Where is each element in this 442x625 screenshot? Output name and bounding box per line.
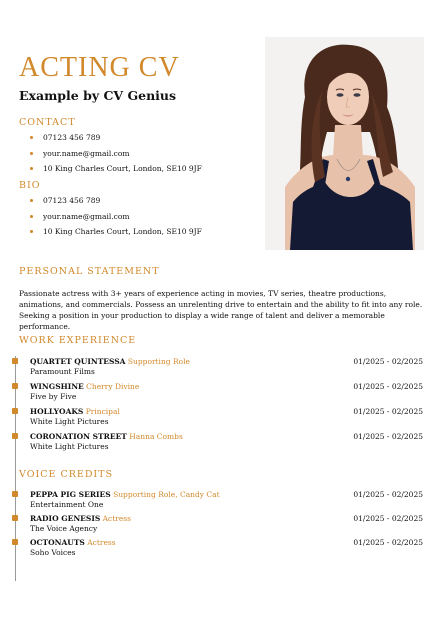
contact-list — [30, 133, 202, 180]
entry-company: White Light Pictures — [30, 442, 109, 451]
cv-title: ACTING CV — [19, 52, 180, 83]
entry-role: Supporting Role — [127, 357, 190, 366]
entry-company: The Voice Agency — [30, 524, 98, 533]
entry-dates: 01/2025 - 02/2025 — [353, 407, 423, 416]
entry-company: White Light Pictures — [30, 417, 109, 426]
voice-entry — [12, 514, 423, 534]
entry-title: RADIO GENESIS — [30, 514, 101, 523]
entry-title: HOLLYOAKS — [30, 407, 84, 416]
bio-email: your.name@gmail.com — [30, 212, 202, 228]
work-entry — [12, 382, 423, 402]
work-entry — [12, 407, 423, 427]
work-entry — [12, 357, 423, 377]
bio-heading: BIO — [19, 180, 41, 191]
work-entry — [12, 432, 423, 452]
contact-phone: 07123 456 789 — [30, 133, 202, 149]
entry-title: OCTONAUTS — [30, 538, 85, 547]
voice-entry — [12, 538, 423, 558]
statement-heading: PERSONAL STATEMENT — [19, 266, 160, 277]
entry-role: Supporting Role, Candy Cat — [113, 490, 220, 499]
contact-heading: CONTACT — [19, 117, 76, 128]
work-heading: WORK EXPERIENCE — [19, 335, 137, 346]
entry-role: Cherry Divine — [86, 382, 140, 391]
entry-company: Paramount Films — [30, 367, 95, 376]
timeline-marker — [12, 433, 18, 439]
entry-role: Actress — [102, 514, 131, 523]
entry-company: Five by Five — [30, 392, 77, 401]
entry-title: PEPPA PIG SERIES — [30, 490, 111, 499]
entry-dates: 01/2025 - 02/2025 — [353, 357, 423, 366]
profile-photo — [265, 37, 424, 250]
voice-heading: VOICE CREDITS — [19, 469, 114, 480]
timeline-marker — [12, 358, 18, 364]
bio-phone: 07123 456 789 — [30, 196, 202, 212]
bio-list — [30, 196, 202, 243]
entry-company: Entertainment One — [30, 500, 104, 509]
bio-address: 10 King Charles Court, London, SE10 9JF — [30, 227, 202, 243]
timeline-marker — [12, 491, 18, 497]
portrait-illustration — [265, 37, 424, 250]
voice-entry — [12, 490, 423, 510]
cv-subtitle: Example by CV Genius — [19, 88, 177, 103]
entry-dates: 01/2025 - 02/2025 — [353, 490, 423, 499]
timeline-marker — [12, 515, 18, 521]
timeline-marker — [12, 539, 18, 545]
entry-role: Hanna Combs — [129, 432, 183, 441]
entry-dates: 01/2025 - 02/2025 — [353, 514, 423, 523]
entry-role: Actress — [87, 538, 116, 547]
contact-address: 10 King Charles Court, London, SE10 9JF — [30, 164, 202, 180]
entry-title: QUARTET QUINTESSA — [30, 357, 126, 366]
timeline-marker — [12, 383, 18, 389]
entry-role: Principal — [85, 407, 120, 416]
entry-dates: 01/2025 - 02/2025 — [353, 538, 423, 547]
entry-dates: 01/2025 - 02/2025 — [353, 382, 423, 391]
entry-company: Soho Voices — [30, 548, 76, 557]
statement-text: Passionate actress with 3+ years of experience acting in movies, TV series, theatre productions, animations, and commercials. Possess an unrelenting drive to entertain and the ability to fit into any role. Seeking a position in your production to display a wide range of talent and deliver a memorable performance. — [19, 289, 423, 331]
timeline-marker — [12, 408, 18, 414]
entry-title: CORONATION STREET — [30, 432, 127, 441]
entry-dates: 01/2025 - 02/2025 — [353, 432, 423, 441]
entry-title: WINGSHINE — [30, 382, 84, 391]
contact-email: your.name@gmail.com — [30, 149, 202, 165]
